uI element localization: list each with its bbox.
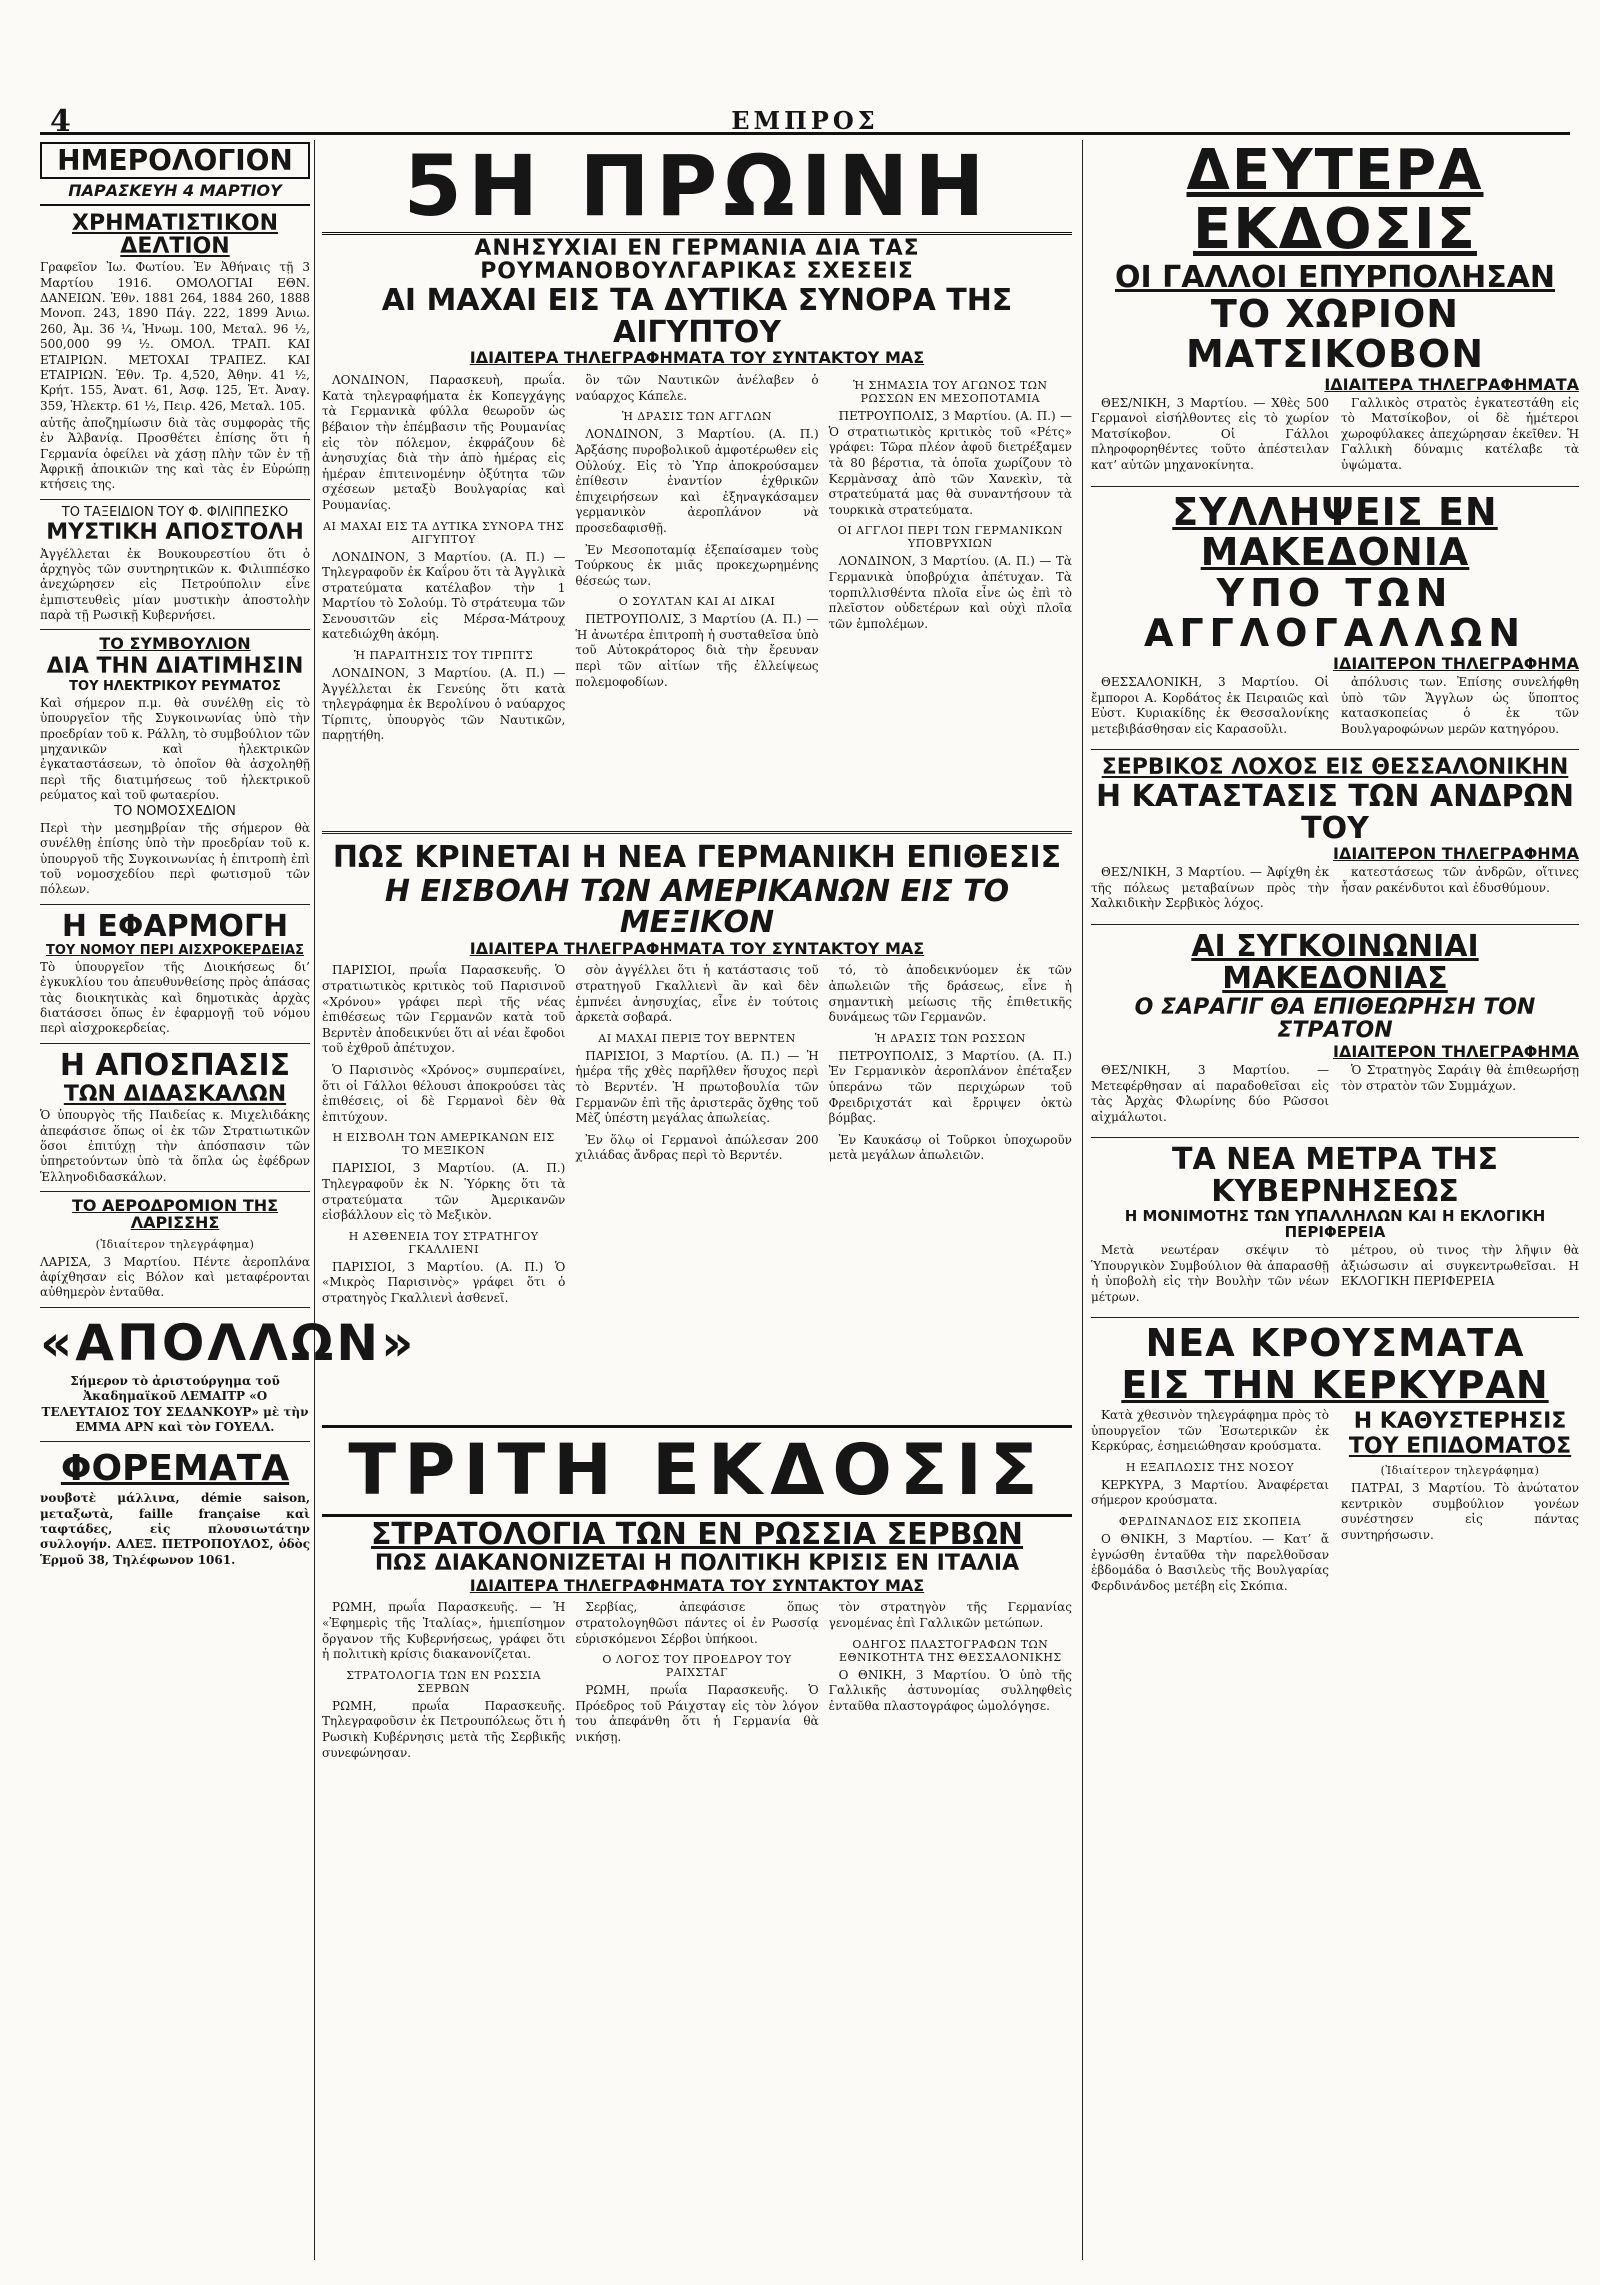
dispatch-heading: Η ΕΞΑΠΛΩΣΙΣ ΤΗΣ ΝΟΣΟΥ bbox=[1125, 1460, 1295, 1474]
main-subheadline: ΠΩΣ ΔΙΑΚΑΝΟΝΙΖΕΤΑΙ Η ΠΟΛΙΤΙΚΗ ΚΡΙΣΙΣ ΕΝ ΙΤΑΛΙΑ bbox=[374, 1551, 1020, 1577]
dispatch: ΛΟΝΔΙΝΟΝ, 3 Μαρτίου. (Α. Π.) Ἀρξάσης πυροβολικοῦ ἀμφοτέρωθεν εἰς Οὐλούχ. Εἰς τὸ Ὑπρ ἀποκρούσαμεν ἐπίθεσιν ἐναντίον ἐχθρικῶν ἐπιχειρήσεων καὶ ἐξηναγκάσαμεν γερμανικὸν ἀεροπλάνον νὰ προσεδαφισθῇ. bbox=[575, 427, 819, 535]
article-text: Ὁ ὑπουργὸς τῆς Παιδείας κ. Μιχελιδάκης ἀπεφάσισε ὅπως οἱ ἐκ τῶν Στρατιωτικῶν ὅσοι ἐπιτύχῃ τὴν ἀπόσπασιν τῶν ὑπηρετούντων ὑπὸ τὰ ὅπλα ὡς ἐφέδρων Ἑλληνοδιδασκάλων. bbox=[40, 1108, 310, 1184]
article-subheadline: Ο ΣΑΡΑΓΙΓ ΘΑ ΕΠΙΘΕΩΡΗΣΗ ΤΟΝ ΣΤΡΑΤΟΝ bbox=[1134, 995, 1536, 1044]
article-subtitle: (Ἰδιαίτερον τηλεγράφημα) bbox=[1380, 1464, 1540, 1478]
dispatch: ΘΕΣ/ΝΙΚΗ, 3 Μαρτίου. — Μετεφέρθησαν αἱ παραδοθεῖσαι εἰς τὰς Ἀρχὰς Φλωρίνης δύο Ρῶσσοι αἰχμάλωτοι. bbox=[1091, 1063, 1329, 1124]
left-column bbox=[40, 140, 417, 2260]
article-subheadline: ΤΟΥ ΝΟΜΟΥ ΠΕΡΙ ΑΙΣΧΡΟΚΕΡΔΕΙΑΣ bbox=[46, 943, 304, 959]
dispatch: Ἐν Μεσοποταμίᾳ ἐξεπαίσαμεν τοὺς Τούρκους ἐκ μιᾶς προκεχωρημένης θέσεώς των. bbox=[575, 542, 819, 588]
dispatch: Ὁ Παρισινὸς «Χρόνος» συμπεραίνει, ὅτι οἱ Γάλλοι θέλουσι ἀποκρούσει τὰς ἐπιθέσεις, οἱ δὲ Γερμανοὶ δὲν θὰ ἐπιτύχουν. bbox=[322, 1063, 566, 1124]
article-prefix: ΤΟ ΝΟΜΟΣΧΕΔΙΟΝ bbox=[114, 804, 236, 820]
cinema-ad-title: «ΑΠΟΛΛΩΝ» bbox=[40, 1313, 417, 1372]
main-subheadline: ΑΙ ΜΑΧΑΙ ΕΙΣ ΤΑ ΔΥΤΙΚΑ ΣΥΝΟΡΑ ΤΗΣ ΑΙΓΥΠΤΟΥ bbox=[381, 283, 1013, 350]
dispatch: ΠΕΤΡΟΥΠΟΛΙΣ, 3 Μαρτίου. (Α. Π.) Ἐν Γερμανικὸν ἀεροπλάνον ἐπέταξεν ὑπεράνω τῶν περιχώρων τοῦ Φρειδριχστάτ καὶ ἔρριψεν ὀκτὼ βόμβας. bbox=[828, 1048, 1072, 1126]
dispatch-heading: Ἡ ΔΡΑΣΙΣ ΤΩΝ ΑΓΓΛΩΝ bbox=[621, 410, 773, 424]
dispatch: Μετὰ νεωτέραν σκέψιν τὸ Ὑπουργικὸν Συμβούλιον θὰ ἀπαρασθῇ ἡ ὑποβολὴ εἰς τὴν Βουλὴν τῶν νέων μέτρων. bbox=[1091, 1242, 1329, 1304]
dispatch: ὂν τῶν Ναυτικῶν ἀνέλαβεν ὁ ναύαρχος Κάπελε. bbox=[575, 373, 819, 403]
dispatch-heading: ΑΙ ΜΑΧΑΙ ΕΙΣ ΤΑ ΔΥΤΙΚΑ ΣΥΝΟΡΑ ΤΗΣ ΑΙΓΥΠΤΟΥ bbox=[323, 519, 565, 546]
dispatch: ΛΟΝΔΙΝΟΝ, 3 Μαρτίου. (Α. Π.) — Τὰ Γερμανικὰ ὑποβρύχια ἀπέτυχαν. Τὰ τορπιλλισθέντα πλοῖα εἶνε ὡς ἐπὶ τὸ πλεῖστον οὐδετέρων καὶ οὐχὶ πλοῖα τῶν ἐμπολέμων. bbox=[828, 554, 1072, 631]
dispatch: ΠΑΡΙΣΙΟΙ, 3 Μαρτίου. (Α. Π.) Ὁ «Μικρὸς Παρισινὸς» γράφει ὅτι ὁ στρατηγὸς Γκαλλιενὶ ἀσθενεῖ. bbox=[322, 1259, 566, 1305]
dispatch: Ο ΘΝΙΚΗ, 3 Μαρτίου. — Κατ’ ἄ ἐγνώσθη ἐνταῦθα τὴν παρελθοῦσαν ἑβδομάδα ὁ Βασιλεὺς τῆς Βουλγαρίας Φερδινάνδος μετέβη εἰς Σκόπια. bbox=[1091, 1532, 1329, 1593]
edition-title: ΔΕΥΤΕΡΑ ΕΚΔΟΣΙΣ bbox=[1186, 138, 1484, 262]
dispatch: ΠΑΡΙΣΙΟΙ, πρωΐα Παρασκευῆς. Ὁ στρατιωτικὸς κριτικὸς τοῦ Παρισινοῦ «Χρόνου» γράφει περὶ τῆς νέας ἐπιθέσεως τῶν Γερμανῶν κατὰ τοῦ Βερντὲν ἀποδεικνύει ὅτι αἱ νέαι ἔφοδοι τοῦ ἐχθροῦ ἀπέτυχον. bbox=[322, 963, 566, 1056]
telegram-tag: ΙΔΙΑΙΤΕΡΑ ΤΗΛΕΓΡΑΦΗΜΑΤΑ ΤΟΥ ΣΥΝΤΑΚΤΟΥ ΜΑΣ bbox=[469, 938, 925, 958]
market-text: Γραφεῖον Ἰω. Φωτίου. Ἐν Ἀθήναις τῇ 3 Μαρτίου 1916. ΟΜΟΛΟΓΙΑΙ ΕΘΝ. ΔΑΝΕΙΩΝ. Ἐθν. 1881 264, 1884 260, 1888 Μονοπ. 243, 1890 Πάγ. 222, 1899 Ἀνιω. 260, Ἀμ. 36 ¼, Ἡνωμ. 100, Μεταλ. 96 ½, 500,000 99 ½. ΟΜΟΛ. ΤΡΑΠ. ΚΑΙ ΕΤΑΙΡΙΩΝ. ΜΕΤΟΧΑΙ ΤΡΑΠΕΖ. ΚΑΙ ΕΤΑΙΡΙΩΝ. Ἐθν. Τρ. 4,520, Ἀθην. 41 ½, Κρήτ. 155, Ἀνατ. 61, Ἀσφ. 125, Ἑτ. Ἀναγ. 359, Ἠλεκτρ. 61 ½, Πειρ. 426, Μεταλ. 105. bbox=[40, 260, 310, 413]
right-column bbox=[1082, 140, 1579, 2260]
telegram-tag: ΙΔΙΑΙΤΕΡΟΝ ΤΗΛΕΓΡΑΦΗΜΑ bbox=[1333, 844, 1579, 864]
article-subheadline: Η ΜΟΝΙΜΟΤΗΣ ΤΩΝ ΥΠΑΛΛΗΛΩΝ ΚΑΙ Η ΕΚΛΟΓΙΚΗ ΠΕΡΙΦΕΡΕΙΑ bbox=[1124, 1207, 1546, 1242]
dispatch-heading: Ο ΛΟΓΟΣ ΤΟΥ ΠΡΟΕΔΡΟΥ ΤΟΥ ΡΑΙΧΣΤΑΓ bbox=[602, 1653, 792, 1680]
dispatch: τὸν στρατηγὸν τῆς Γερμανίας γενομένας ἐπὶ Γαλλικῶν μετώπων. bbox=[828, 1600, 1072, 1630]
dispatch: ΚΕΡΚΥΡΑ, 3 Μαρτίου. Ἀναφέρεται σήμερον κρούσματα. bbox=[1091, 1477, 1329, 1508]
calendar-title: ΗΜΕΡΟΛΟΓΙΟΝ bbox=[40, 142, 310, 179]
news-column bbox=[1341, 1408, 1579, 1600]
telegram-tag: ΙΔΙΑΙΤΕΡΑ ΤΗΛΕΓΡΑΦΗΜΑΤΑ bbox=[1324, 374, 1579, 394]
dispatch: Κατὰ χθεσινὸν τηλεγράφημα πρὸς τὸ ὑπουργεῖον τῶν Ἐσωτερικῶν ἐκ Κερκύρας, ἐσημειώθησαν κρούσματα. bbox=[1091, 1408, 1329, 1454]
dispatch-heading: Ο ΣΟΥΛΤΑΝ ΚΑΙ ΑΙ ΔΙΚΑΙ bbox=[618, 595, 776, 609]
cinema-ad-text: Σήμερον τὸ ἀριστούργημα τοῦ Ἀκαδημαϊκοῦ ΛΕΜΑΙΤΡ «Ο ΤΕΛΕΥΤΑΙΟΣ ΤΟΥ ΣΕΔΑΝΚΟΥΡ» μὲ τὴν ΕΜΜΑ ΑΡΝ καὶ τὸν ΓΟΥΕΛΛ. bbox=[41, 1373, 309, 1434]
telegram-tag: ΙΔΙΑΙΤΕΡΑ ΤΗΛΕΓΡΑΦΗΜΑΤΑ ΤΟΥ ΣΥΝΤΑΚΤΟΥ ΜΑΣ bbox=[469, 1575, 925, 1595]
dispatch-heading: Η ΑΣΘΕΝΕΙΑ ΤΟΥ ΣΤΡΑΤΗΓΟΥ ΓΚΑΛΛΙΕΝΙ bbox=[348, 1229, 539, 1256]
dress-ad-title: ΦΟΡΕΜΑΤΑ bbox=[60, 1448, 290, 1490]
dispatch: ΘΕΣ/ΝΙΚΗ, 3 Μαρτίου. — Χθὲς 500 Γερμανοὶ εἰσήλθοντες εἰς τὸ χωρίον Ματσίκοβον. Οἱ Γάλλοι πληροφορηθέντες τοῦτο ἀπέστειλαν κατ’ αὐτῶν μηχανοκίνητα. bbox=[1091, 395, 1329, 473]
main-headline: ΑΝΗΣΥΧΙΑΙ ΕΝ ΓΕΡΜΑΝΙΑ ΔΙΑ ΤΑΣ ΡΟΥΜΑΝΟΒΟΥΛΓΑΡΙΚΑΣ ΣΧΕΣΕΙΣ bbox=[474, 236, 920, 285]
dispatch-heading: ΑΙ ΜΑΧΑΙ ΠΕΡΙΞ ΤΟΥ ΒΕΡΝΤΕΝ bbox=[598, 1031, 796, 1045]
article-headline: Η ΚΑΘΥΣΤΕΡΗΣΙΣ bbox=[1353, 1409, 1567, 1435]
news-columns bbox=[322, 963, 1072, 1423]
main-column bbox=[322, 137, 1072, 2260]
dispatch: Ο ΘΝΙΚΗ, 3 Μαρτίου. Ὁ ὑπὸ τῆς Γαλλικῆς ἀστυνομίας συλληφθεὶς ἐνταῦθα πλαστογράφος ὡμολόγησε. bbox=[828, 1667, 1072, 1713]
dispatch: ΡΩΜΗ, πρωΐα Παρασκευῆς. Τηλεγραφοῦσιν ἐκ Πετρουπόλεως ὅτι ἡ Ρωσικὴ Κυβέρνησις μετὰ τῆς Σερβικῆς συνεφώνησαν. bbox=[322, 1698, 566, 1760]
dispatch: Ἐν ὅλῳ οἱ Γερμανοὶ ἀπώλεσαν 200 χιλιάδας ἄνδρας περὶ τὸ Βερντέν. bbox=[575, 1132, 819, 1163]
dispatch-heading: ΟΙ ΑΓΓΛΟΙ ΠΕΡΙ ΤΩΝ ΓΕΡΜΑΝΙΚΩΝ ΥΠΟΒΡΥΧΙΩΝ bbox=[837, 524, 1063, 551]
dispatch-heading: Ἡ ΣΗΜΑΣΙΑ ΤΟΥ ΑΓΩΝΟΣ ΤΩΝ ΡΩΣΣΩΝ ΕΝ ΜΕΣΟΠΟΤΑΜΙΑ bbox=[853, 379, 1048, 406]
article-headline: ΣΥΛΛΗΨΕΙΣ ΕΝ ΜΑΚΕΔΟΝΙΑ bbox=[1172, 489, 1498, 574]
telegram-tag: ΙΔΙΑΙΤΕΡΟΝ ΤΗΛΕΓΡΑΦΗΜΑ bbox=[1333, 654, 1579, 674]
dispatch: Ὁ Στρατηγὸς Σαράιγ θὰ ἐπιθεωρήσῃ τὸν στρατὸν τῶν Συμμάχων. bbox=[1341, 1063, 1579, 1093]
news-columns bbox=[1091, 1408, 1579, 1600]
dispatch: ΠΑΡΙΣΙΟΙ, 3 Μαρτίου. (Α. Π.) — Ἡ ἡμέρα τῆς χθὲς παρῆλθεν ἥσυχος περὶ τὸ Βερντέν. Ἡ πρωτοβουλία τῶν Γερμανῶν ἐπὶ τῆς ἀριστερᾶς ὄχθης τοῦ Μὲζ ὑπέστη μεγάλας ἀπωλείας. bbox=[575, 1048, 819, 1126]
main-headline: ΣΤΡΑΤΟΛΟΓΙΑ ΤΩΝ ΕΝ ΡΩΣΣΙΑ ΣΕΡΒΩΝ bbox=[370, 1516, 1024, 1552]
article-subheadline: ΤΟΥ ΗΛΕΚΤΡΙΚΟΥ ΡΕΥΜΑΤΟΣ bbox=[69, 679, 281, 695]
news-columns bbox=[1091, 1063, 1579, 1131]
edition-title: ΤΡΙΤΗ ΕΚΔΟΣΙΣ bbox=[322, 1425, 1072, 1517]
dispatch: ΛΟΝΔΙΝΟΝ, Παρασκευὴ, πρωΐα. Κατὰ τηλεγραφήματα ἐκ Κοπεγχάγης τὰ Γερμανικὰ φύλλα θεωροῦν ὡς βέβαιον τὴν ἐπέμβασιν τῆς Ρουμανίας εἰς τὸν πόλεμον, ἐκφράζουν δὲ ἀνησυχίας διὰ τὴν ἀπὸ ἡμέρας εἰς ἡμέραν ἐπιτεινομένην ὀξύτητα τῶν σχέσεων μεταξὺ Βουλγαρίας καὶ Ρουμανίας. bbox=[322, 373, 566, 512]
market-note: αὐτῆς ἀποζημίωσιν διὰ τὰς συμφορὰς τῆς ἐν Ἀλβανίᾳ. Προσθέτει ἐπίσης ὅτι ἡ Γερμανία ὀφείλει νὰ χάσῃ πλὴν τῶν ἐν τῇ Ἀφρικῇ ἀποικιῶν της καὶ τὰς ἐν Εὐρώπῃ κτήσεις της. bbox=[40, 415, 310, 492]
dispatch-heading: ΣΤΡΑΤΟΛΟΓΙΑ ΤΩΝ ΕΝ ΡΩΣΣΙΑ ΣΕΡΒΩΝ bbox=[346, 1668, 542, 1695]
article-text: ΛΑΡΙΣΑ, 3 Μαρτίου. Πέντε ἀεροπλάνα ἀφίχθησαν εἰς Βόλον καὶ μεταφέρονται αὐθημερὸν ἐνταῦθα. bbox=[40, 1254, 310, 1300]
article-headline: ΔΙΑ ΤΗΝ ΔΙΑΤΙΜΗΣΙΝ bbox=[46, 654, 304, 680]
news-columns bbox=[322, 373, 1072, 823]
article-headline: Η ΕΦΑΡΜΟΓΗ bbox=[61, 908, 289, 944]
news-columns bbox=[1091, 396, 1579, 480]
news-column bbox=[322, 1600, 565, 1767]
dispatch: ΘΕΣΣΑΛΟΝΙΚΗ, 3 Μαρτίου. Οἱ ἔμποροι Α. Κορδάτος ἐκ Πειραιῶς καὶ Εὐστ. Κυριακίδης ἐκ Θεσσαλονίκης μετεβιβάσθησαν εἰς Καρασοῦλι. bbox=[1091, 675, 1329, 736]
article-headline: ΤΑ ΝΕΑ ΜΕΤΡΑ ΤΗΣ ΚΥΒΕΡΝΗΣΕΩΣ bbox=[1172, 1142, 1498, 1209]
dispatch: ΡΩΜΗ, πρωΐα Παρασκευῆς. — Ἡ «Ἐφημερὶς τῆς Ἰταλίας», ἡμιεπίσημον ὄργανον τῆς Κυβερνήσεως, γράφει ὅτι ἡ πολιτικὴ κρίσις διακανονίζεται. bbox=[322, 1600, 566, 1662]
article-subtitle: (Ἰδιαίτερον τηλεγράφημα) bbox=[95, 1237, 255, 1251]
news-column bbox=[322, 963, 565, 1423]
telegram-tag: ΙΔΙΑΙΤΕΡΟΝ ΤΗΛΕΓΡΑΦΗΜΑ bbox=[1333, 1042, 1579, 1062]
dispatch: Ἐν Καυκάσῳ οἱ Τοῦρκοι ὑποχωροῦν μετὰ μεγάλων ἀπωλειῶν. bbox=[828, 1132, 1072, 1163]
article-subheadline: ΤΟ ΧΩΡΙΟΝ ΜΑΤΣΙΚΟΒΟΝ bbox=[1185, 292, 1485, 376]
dispatch: μέτρου, οὐ τινος τὴν λῆψιν θὰ ἀξιώσωσιν αἱ συγκεντρωθεῖσαι. Η ΕΚΛΟΓΙΚΗ ΠΕΡΙΦΕΡΕΙΑ bbox=[1341, 1242, 1579, 1289]
article-subheadline: ΥΠΟ ΤΩΝ ΑΓΓΛΟΓΑΛΛΩΝ bbox=[1143, 571, 1527, 656]
article-headline: ΝΕΑ ΚΡΟΥΣΜΑΤΑ bbox=[1145, 1321, 1525, 1366]
article-headline: ΑΙ ΣΥΓΚΟΙΝΩΝΙΑΙ ΜΑΚΕΔΟΝΙΑΣ bbox=[1191, 929, 1479, 996]
article-subheadline: ΕΙΣ ΤΗΝ ΚΕΡΚΥΡΑΝ bbox=[1121, 1363, 1549, 1408]
article-text: Ἀγγέλλεται ἐκ Βουκουρεστίου ὅτι ὁ ἀρχηγὸς τῶν συντηρητικῶν κ. Φιλιππέσκο ἀνεχώρησεν εἰς Πετρούπολιν εἶνε ἐμπιστευθεὶς μίαν μυστικὴν ἀποστολὴν παρὰ τῇ Ρωσικῇ Κυβερνήσει. bbox=[40, 546, 310, 622]
article-text: Περὶ τὴν μεσημβρίαν τῆς σήμερον θὰ συνέλθῃ ἐπίσης ὑπὸ τὴν προεδρίαν τοῦ κ. ὑπουργοῦ τῆς Συγκοινωνίας ἡ ἐπιτροπὴ ἐπὶ τοῦ νομοσχεδίου περὶ φωτισμοῦ τῶν πόλεων. bbox=[40, 820, 310, 897]
news-column bbox=[322, 373, 565, 823]
article-headline: Η ΑΠΟΣΠΑΣΙΣ bbox=[59, 1047, 291, 1083]
article-prefix: ΤΟ ΣΥΜΒΟΥΛΙΟΝ bbox=[99, 634, 251, 654]
news-column bbox=[575, 963, 818, 1423]
news-columns bbox=[1091, 865, 1579, 918]
article-headline: ΟΙ ΓΑΛΛΟΙ ΕΠΥΡΠΟΛΗΣΑΝ bbox=[1114, 259, 1556, 295]
news-columns bbox=[1091, 675, 1579, 743]
page-number: 4 bbox=[50, 104, 71, 139]
news-column bbox=[575, 1600, 818, 1767]
news-column bbox=[829, 373, 1072, 823]
dress-ad-text: νουβοτὲ μάλλινα, démie saison, μεταξωτὰ, faille française καὶ ταφτάδες, εἰς πλουσιωτάτην συλλογήν. ΑΛΕΞ. ΠΕΤΡΟΠΟΥΛΟΣ, ὁδὸς Ἑρμοῦ 38, Τηλέφωνον 1061. bbox=[40, 1491, 310, 1567]
article-subheadline: ΤΟΥ ΕΠΙΔΟΜΑΤΟΣ bbox=[1348, 1434, 1572, 1460]
calendar-day: ΠΑΡΑΣΚΕΥΗ 4 ΜΑΡΤΙΟΥ bbox=[40, 181, 310, 206]
article-headline: ΜΥΣΤΙΚΗ ΑΠΟΣΤΟΛΗ bbox=[46, 520, 304, 546]
newspaper-name: ΕΜΠΡΟΣ bbox=[731, 106, 879, 135]
dispatch: ἀπόλυσις των. Ἐπίσης συνελήφθη ὑπὸ τῶν Ἄγγλων ὡς ὕποπτος κατασκοπείας ὁ ἐκ τῶν Βουλγαροφώνων μερῶν κατηγόρου. bbox=[1341, 675, 1579, 736]
news-column bbox=[1091, 1408, 1329, 1600]
dispatch: ΠΕΤΡΟΥΠΟΛΙΣ, 3 Μαρτίου (Α. Π.) — Ἡ ἀνωτέρα ἐπιτροπὴ ἡ συσταθεῖσα ὑπὸ τοῦ Αὐτοκράτορος διὰ τὴν ἔρευναν περὶ τῶν αἰτίων τῆς ἐλλείψεως πολεμοφοδίων. bbox=[575, 612, 819, 689]
dispatch: Σερβίας, ἀπεφάσισε ὅπως στρατολογηθῶσι πάντες οἱ ἐν Ρωσσίᾳ εὑρισκόμενοι Σέρβοι ὑπήκοοι. bbox=[575, 1600, 819, 1646]
dispatch: ΠΑΡΙΣΙΟΙ, 3 Μαρτίου. (Α. Π.) Τηλεγραφοῦν ἐκ Ν. Ὑόρκης ὅτι τὰ στρατεύματα τῶν Ἀμερικανῶν εἰσβάλλουν εἰς τὸ Μεξικὸν. bbox=[322, 1161, 566, 1223]
dispatch: κατεστάσεως τῶν ἀνδρῶν, οἵτινες ἦσαν ρακένδυτοι καὶ ἐδυσθύμουν. bbox=[1341, 865, 1579, 895]
article-headline: ΣΕΡΒΙΚΟΣ ΛΟΧΟΣ ΕΙΣ ΘΕΣΣΑΛΟΝΙΚΗΝ bbox=[1101, 755, 1569, 781]
masthead bbox=[40, 104, 1570, 139]
article-subheadline: ΤΩΝ ΔΙΔΑΣΚΑΛΩΝ bbox=[63, 1082, 287, 1108]
dispatch-heading: Η ΕΙΣΒΟΛΗ ΤΩΝ ΑΜΕΡΙΚΑΝΩΝ ΕΙΣ ΤΟ ΜΕΞΙΚΟΝ bbox=[332, 1131, 555, 1158]
dispatch: ΠΕΤΡΟΥΠΟΛΙΣ, 3 Μαρτίου. (Α. Π.) — Ὁ στρατιωτικὸς κριτικὸς τοῦ «Ρέτς» γράφει: Τῶρα πλέον ἀφοῦ διετρέξαμεν τὰ 80 βέρστια, τὰ ὁποῖα χωρίζουν τὸ Κερμὰνσαχ ἀπὸ τῶν Χανεκὶν, τὰ στρατεύματά μας θὰ συναντήσουν τὰ τουρκικὰ στρατεύματα. bbox=[828, 409, 1072, 517]
dispatch-heading: ΦΕΡΔΙΝΑΝΔΟΣ ΕΙΣ ΣΚΟΠΕΙΑ bbox=[1118, 1515, 1302, 1529]
main-subheadline: Η ΕΙΣΒΟΛΗ ΤΩΝ ΑΜΕΡΙΚΑΝΩΝ ΕΙΣ ΤΟ ΜΕΞΙΚΟΝ bbox=[384, 873, 1010, 941]
dispatch: ΛΟΝΔΙΝΟΝ, 3 Μαρτίου. (Α. Π.) — Τηλεγραφοῦν ἐκ Καΐρου ὅτι τὰ Ἀγγλικὰ στρατεύματα κατέλαβον τὴν 1 Μαρτίου τὸ Σολούμ. Τὸ στράτευμα τῶν Σενουσιτῶν εἰς Μέρσα-Μάτρουχ κατεδιώχθη ἀκόμη. bbox=[322, 549, 566, 642]
article-text: Καὶ σήμερον π.μ. θὰ συνέλθῃ εἰς τὸ ὑπουργεῖον τῆς Συγκοινωνίας ὑπὸ τὴν προεδρίαν τοῦ κ. Ράλλη, τὸ συμβούλιον τῶν μηχανικῶν καὶ ἠλεκτρικῶν ἐγκαταστάσεων, τὸ ὁποῖον θὰ ἀσχοληθῇ περὶ τῆς διατιμήσεως τοῦ ἠλεκτρικοῦ ρεύματος καὶ τοῦ φωταερίου. bbox=[40, 695, 310, 802]
main-headline: ΠΩΣ ΚΡΙΝΕΤΑΙ Η ΝΕΑ ΓΕΡΜΑΝΙΚΗ ΕΠΙΘΕΣΙΣ bbox=[332, 840, 1062, 876]
article-headline: ΤΟ ΑΕΡΟΔΡΟΜΙΟΝ ΤΗΣ ΛΑΡΙΣΣΗΣ bbox=[71, 1196, 279, 1232]
article-text: Τὸ ὑπουργεῖον τῆς Διοικήσεως δι’ ἐγκυκλίου του ἀπευθυνθείσης πρὸς ἁπάσας τὰς διοικητικὰς καὶ δημοτικὰς ἀρχὰς διατάσσει ὅπως ἐν ἐφαρμογῇ τοῦ νόμου περὶ αἰσχροκερδείας. bbox=[40, 959, 310, 1036]
article-prefix: ΤΟ ΤΑΞΕΙΔΙΟΝ ΤΟΥ Φ. ΦΙΛΙΠΠΕΣΚΟ bbox=[61, 504, 289, 520]
news-column bbox=[829, 1600, 1072, 1767]
dispatch: ΘΕΣ/ΝΙΚΗ, 3 Μαρτίου. — Ἀφίχθη ἐκ τῆς πόλεως μεταβαίνων πρὸς τὴν Χαλκιδικὴν Σερβικὸς λόχος. bbox=[1091, 865, 1329, 911]
dispatch: Γαλλικὸς στρατὸς ἐγκατεστάθη εἰς τὸ Ματσίκοβον, οἱ δὲ ἡμέτεροι χωροφύλακες ἀπεχώρησαν ἐκεῖθεν. Ἡ Γαλλικὴ δύναμις κατέλαβε τὰ ὑψώματα. bbox=[1341, 395, 1579, 473]
dispatch-heading: Ἡ ΔΡΑΣΙΣ ΤΩΝ ΡΩΣΣΩΝ bbox=[874, 1031, 1026, 1045]
dispatch: ΡΩΜΗ, πρωΐα Παρασκευῆς. Ὁ Πρόεδρος τοῦ Ράιχσταγ εἰς τὸν λόγον του ἀπεφάνθη ὅτι ἡ Γερμανία θὰ νικήσῃ. bbox=[575, 1683, 819, 1744]
market-title: ΧΡΗΜΑΤΙΣΤΙΚΟΝ ΔΕΛΤΙΟΝ bbox=[72, 211, 278, 260]
dispatch: τό, τὸ ἀποδεικνύομεν ἐκ τῶν ἀπωλειῶν τῆς δράσεως, εἶνε ἡ σημαντικὴ μείωσις τῆς ἐπιθετικῆς δυνάμεως τῶν Γερμανῶν. bbox=[828, 963, 1072, 1025]
dispatch-heading: Ἡ ΠΑΡΑΙΤΗΣΙΣ ΤΟΥ ΤΙΡΠΙΤΣ bbox=[354, 649, 534, 663]
telegram-tag: ΙΔΙΑΙΤΕΡΑ ΤΗΛΕΓΡΑΦΗΜΑΤΑ ΤΟΥ ΣΥΝΤΑΚΤΟΥ ΜΑΣ bbox=[469, 348, 925, 368]
news-columns bbox=[322, 1600, 1072, 1767]
edition-title: 5Η ΠΡΩΙΝΗ bbox=[322, 142, 1072, 235]
news-column bbox=[575, 373, 818, 823]
dispatch: ΛΟΝΔΙΝΟΝ, 3 Μαρτίου. (Α. Π.) — Ἀγγέλλεται ἐκ Γενεύης ὅτι κατὰ τηλεγράφημα ἐκ Βερολίνου ὁ ναύαρχος Τίρπιτς, ὑπουργὸς τῶν Ναυτικῶν, παρῃτήθη. bbox=[322, 666, 566, 743]
article-subheadline: Η ΚΑΤΑΣΤΑΣΙΣ ΤΩΝ ΑΝΔΡΩΝ ΤΟΥ bbox=[1095, 779, 1575, 846]
dispatch: σὸν ἀγγέλλει ὅτι ἡ κατάστασις τοῦ στρατηγοῦ Γκαλλιενὶ ἂν καὶ δὲν ἐμπνέει ἀνησυχίας, εἶνε ἐν τούτοις ἀρκετὰ σοβαρά. bbox=[575, 963, 819, 1025]
news-column bbox=[829, 963, 1072, 1423]
dispatch-heading: ΟΔΗΓΟΣ ΠΛΑΣΤΟΓΡΑΦΩΝ ΤΩΝ ΕΘΝΙΚΟΤΗΤΑ ΤΗΣ ΘΕΣΣΑΛΟΝΙΚΗΣ bbox=[838, 1637, 1062, 1664]
news-columns bbox=[1091, 1243, 1579, 1311]
dispatch: ΠΑΤΡΑΙ, 3 Μαρτίου. Τὸ ἀνώτατον κεντρικὸν συμβούλιον γονέων συνέστησεν εἰς πάντας συντηρήσωσιν. bbox=[1341, 1481, 1579, 1543]
